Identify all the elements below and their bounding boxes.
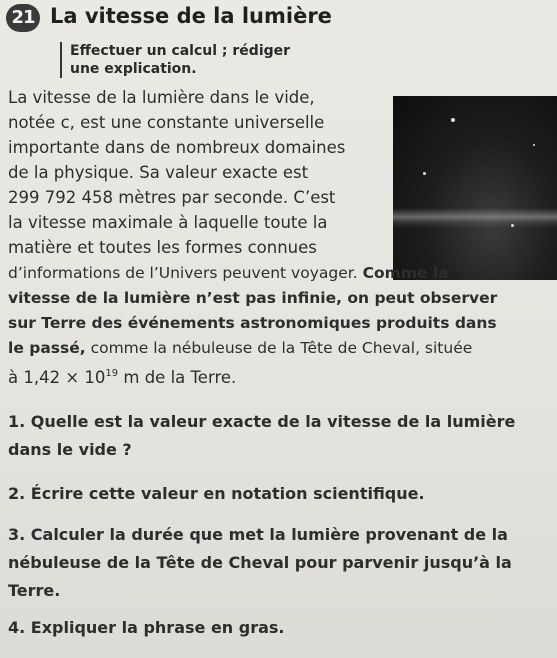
paragraph-line-10: sur Terre des événements astronomiques produits dans bbox=[8, 314, 497, 332]
star bbox=[451, 118, 455, 122]
paragraph-line-3: importante dans de nombreux domaines bbox=[8, 138, 346, 157]
paragraph-line-11-normal: comme la nébuleuse de la Tête de Cheval, située bbox=[90, 339, 473, 357]
horsehead-nebula-photo bbox=[393, 96, 557, 280]
paragraph-line-2: notée c, est une constante universelle bbox=[8, 113, 325, 132]
paragraph-line-6: la vitesse maximale à laquelle toute la bbox=[8, 213, 328, 232]
paragraph-line-7: matière et toutes les formes connues bbox=[8, 238, 317, 257]
skill-line-1: Effectuer un calcul ; rédiger bbox=[70, 43, 291, 59]
paragraph-line-11-bold: le passé, bbox=[8, 339, 86, 357]
question-3-line-2: nébuleuse de la Tête de Cheval pour parvenir jusqu’à la bbox=[8, 553, 512, 572]
exercise-title: La vitesse de la lumière bbox=[50, 4, 332, 28]
paragraph-line-9: vitesse de la lumière n’est pas infinie, on peut observer bbox=[8, 289, 498, 307]
paragraph-line-12 bbox=[8, 368, 236, 388]
distance-suffix: m de la Terre. bbox=[123, 368, 237, 387]
paragraph-line-5: 299 792 458 mètres par seconde. C’est bbox=[8, 188, 336, 207]
question-1-line-1: 1. Quelle est la valeur exacte de la vitesse de la lumière bbox=[8, 412, 516, 431]
star bbox=[533, 144, 535, 146]
question-3-line-1: 3. Calculer la durée que met la lumière provenant de la bbox=[8, 525, 508, 544]
paragraph-line-8-bold: Comme la bbox=[362, 264, 449, 282]
paragraph-line-11 bbox=[8, 338, 472, 358]
distance-prefix: à 1,42 × 10 bbox=[8, 368, 106, 387]
nebula-band bbox=[393, 208, 557, 228]
question-4: 4. Expliquer la phrase en gras. bbox=[8, 618, 285, 637]
skill-box bbox=[60, 42, 310, 78]
exercise-number-badge: 21 bbox=[6, 4, 40, 32]
paragraph-line-1: La vitesse de la lumière dans le vide, bbox=[8, 88, 315, 107]
star bbox=[423, 172, 426, 175]
question-3-line-3: Terre. bbox=[8, 581, 61, 600]
paragraph-line-4: de la physique. Sa valeur exacte est bbox=[8, 163, 309, 182]
paragraph-line-8 bbox=[8, 263, 449, 283]
paragraph-line-8-normal: d’informations de l’Univers peuvent voyager. bbox=[8, 264, 358, 282]
skill-line-2: une explication. bbox=[70, 61, 197, 77]
question-1-line-2: dans le vide ? bbox=[8, 440, 132, 459]
distance-exponent: 19 bbox=[105, 368, 119, 379]
question-2: 2. Écrire cette valeur en notation scientifique. bbox=[8, 484, 425, 503]
